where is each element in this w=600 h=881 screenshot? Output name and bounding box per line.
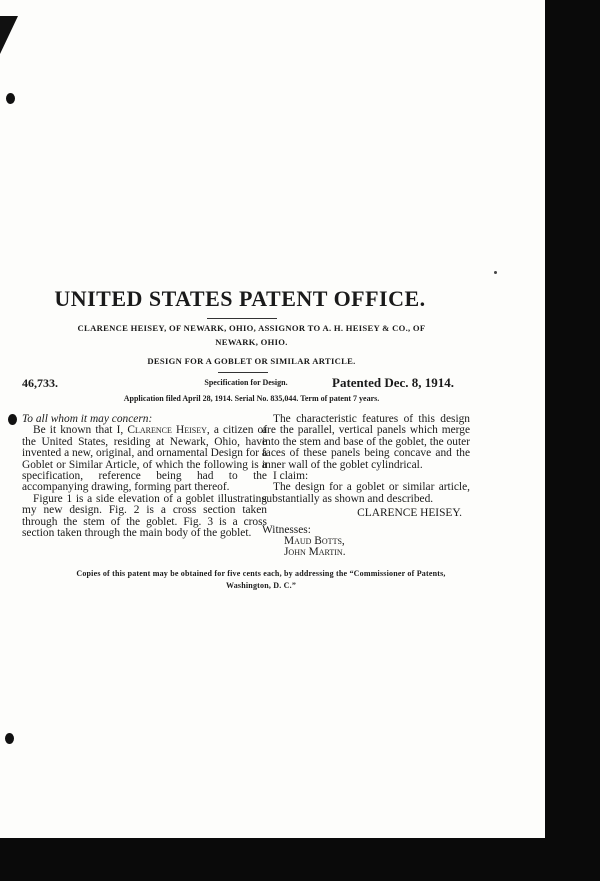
inventor-name: Clarence Heisey — [127, 424, 207, 437]
copies-note-line-2: Washington, D. C.” — [225, 581, 297, 590]
scan-border-right — [545, 0, 600, 881]
intro-paragraph — [22, 425, 267, 493]
application-filing-line: Application filed April 28, 1914. Serial No. 835,044. Term of patent 7 years. — [123, 394, 380, 403]
patent-number: 46,733. — [22, 376, 58, 390]
design-title: DESIGN FOR A GOBLET OR SIMILAR ARTICLE. — [147, 356, 356, 366]
right-column — [262, 414, 470, 559]
intro-text-start: Be it known that I, — [33, 424, 128, 437]
claim-text: The design for a goblet or similar article, substantially as shown and described. — [262, 481, 470, 505]
inventor-assignor-line — [40, 321, 463, 349]
inventor-signature: CLARENCE HEISEY. — [357, 507, 462, 520]
punch-hole-middle — [8, 414, 17, 425]
intro-text-end: , a citizen of the United States, residing at Newark, Ohio, have invented a new, original, and ornamental Design for a Goblet or Similar Article, of which the following is a specification, reference being had to the accompanying drawing, forming part thereof. — [22, 424, 268, 494]
left-column — [22, 414, 267, 539]
witness-1: Maud Botts, — [284, 535, 345, 548]
inventor-line-1: CLARENCE HEISEY, OF NEWARK, OHIO, ASSIGNOR TO A. H. HEISEY & CO., OF — [77, 323, 426, 333]
speck-mark — [494, 271, 497, 274]
copies-note — [30, 568, 492, 592]
features-paragraph: The characteristic features of this design are the parallel, vertical panels which merge into the stem and base of the goblet, the outer faces of these panels being concave and the inner wall of the goblet cylindrical. — [262, 413, 470, 471]
patented-date: Patented Dec. 8, 1914. — [332, 375, 455, 390]
inventor-line-2: NEWARK, OHIO. — [215, 337, 288, 347]
witnesses-label: Witnesses: — [262, 523, 311, 536]
patent-office-title: UNITED STATES PATENT OFFICE. — [54, 286, 426, 311]
scan-border-bottom — [0, 838, 600, 881]
witness-2: John Martin. — [284, 546, 346, 559]
figures-paragraph: Figure 1 is a side elevation of a goblet illustrating my new design. Fig. 2 is a cross section taken through the stem of the goblet. Fig. 3 is a cross section taken through the main body of the goblet. — [22, 492, 267, 540]
design-rule — [218, 372, 268, 373]
specification-label: Specification for Design. — [204, 378, 288, 387]
copies-note-line-1: Copies of this patent may be obtained for five cents each, by addressing the “Commissioner of Patents, — [76, 569, 446, 578]
punch-hole-top — [6, 93, 15, 104]
title-rule — [207, 318, 277, 319]
punch-hole-bottom — [5, 733, 14, 744]
salutation: To all whom it may concern: — [22, 413, 153, 425]
scan-corner-mark — [0, 16, 18, 54]
claim-label: I claim: — [273, 470, 309, 483]
